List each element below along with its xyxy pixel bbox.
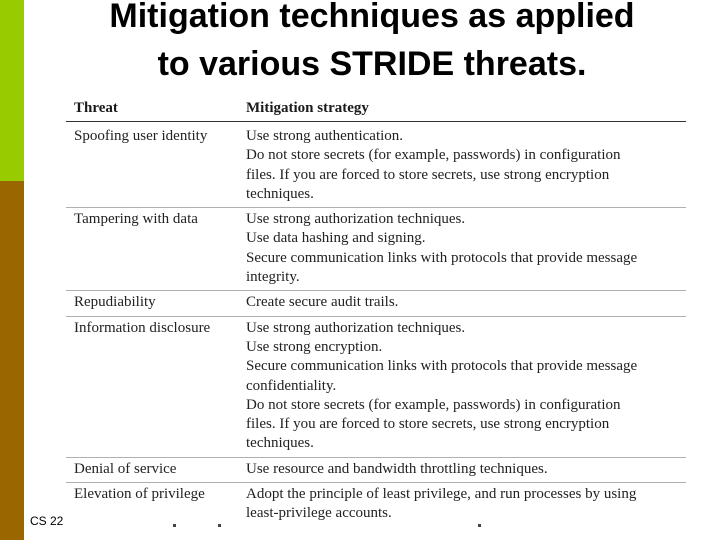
threat-cell: Information disclosure xyxy=(74,319,211,336)
threat-cell: Tampering with data xyxy=(74,211,198,228)
header-threat: Threat xyxy=(74,100,118,116)
table-row xyxy=(66,291,686,316)
threat-cell: Elevation of privilege xyxy=(74,486,205,503)
mitigation-line: Adopt the principle of least privilege, and run processes by using xyxy=(246,486,637,503)
table-row xyxy=(66,458,686,483)
mitigation-cell xyxy=(246,319,686,454)
mitigation-cell xyxy=(246,485,686,524)
mitigation-line: integrity. xyxy=(246,269,300,286)
mitigation-cell xyxy=(246,460,686,479)
mitigation-cell xyxy=(246,210,686,287)
threat-cell: Denial of service xyxy=(74,460,177,477)
mitigation-line: Secure communication links with protocols that provide message xyxy=(246,249,638,266)
threat-cell: Repudiability xyxy=(74,294,156,311)
mitigation-line: Create secure audit trails. xyxy=(246,294,399,311)
footer-mark xyxy=(478,524,481,527)
footer-course: CS 22 xyxy=(30,514,64,528)
table-row xyxy=(66,483,686,527)
mitigation-line: Use strong authentication. xyxy=(246,128,404,144)
mitigation-line: files. If you are forced to store secrets, use strong encryption xyxy=(246,166,610,183)
mitigation-line: Secure communication links with protocols that provide message xyxy=(246,358,638,375)
table-body xyxy=(66,125,686,527)
table-row xyxy=(66,125,686,208)
mitigation-line: techniques. xyxy=(246,185,314,202)
table-row xyxy=(66,208,686,291)
mitigation-line: least-privilege accounts. xyxy=(246,505,392,522)
mitigation-line: techniques. xyxy=(246,435,314,452)
mitigation-cell xyxy=(246,127,686,204)
header-mitigation: Mitigation strategy xyxy=(246,100,369,116)
threat-cell: Spoofing user identity xyxy=(74,128,208,144)
slide-title-line-1: Mitigation techniques as applied xyxy=(109,0,635,35)
mitigation-cell xyxy=(246,293,686,312)
footer-mark xyxy=(173,524,176,527)
accent-bar-brown xyxy=(0,181,24,540)
mitigation-line: Use data hashing and signing. xyxy=(246,230,426,247)
mitigation-line: Use resource and bandwidth throttling techniques. xyxy=(246,460,548,477)
slide-title xyxy=(24,0,720,88)
mitigation-line: Use strong encryption. xyxy=(246,338,383,355)
table-row xyxy=(66,317,686,458)
slide-title-line-2: to various STRIDE threats. xyxy=(157,45,587,83)
mitigation-line: Use strong authorization techniques. xyxy=(246,211,466,228)
mitigation-line: Do not store secrets (for example, passwords) in configuration xyxy=(246,147,621,164)
mitigation-line: Use strong authorization techniques. xyxy=(246,319,466,336)
mitigation-line: files. If you are forced to store secrets, use strong encryption xyxy=(246,416,610,433)
accent-bar-green xyxy=(0,0,24,181)
table-header xyxy=(66,97,686,122)
mitigation-line: Do not store secrets (for example, passwords) in configuration xyxy=(246,396,621,413)
mitigation-table xyxy=(66,97,686,537)
footer-mark xyxy=(218,524,221,527)
mitigation-line: confidentiality. xyxy=(246,377,337,394)
